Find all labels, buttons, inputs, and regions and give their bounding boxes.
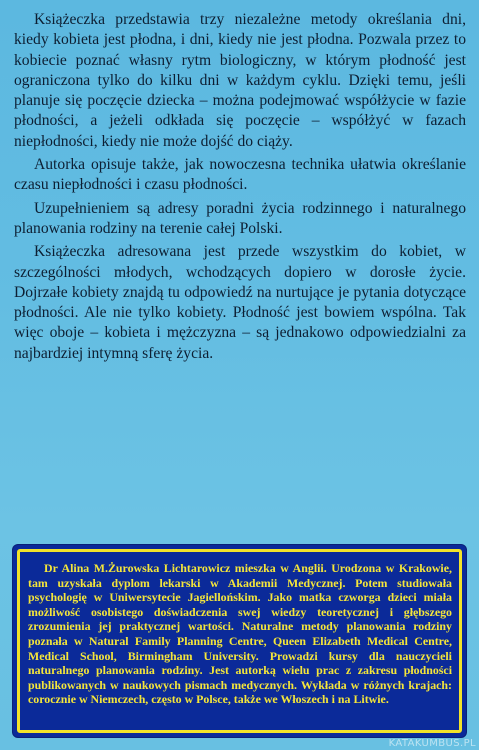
author-bio-text: Dr Alina M.Żurowska Lichtarowicz mieszka w Anglii. Urodzona w Krakowie, tam uzyskała dyplom lekarski w Akademii Medycznej. Potem studiowała psychologię w Uniwersytecie Jagiellońskim. Jako matka czworga dzieci miała możliwość osobistego doświadczenia swej wiedzy teoretycznej i głębszego zrozumienia jej praktycznej wartości. Naturalne metody planowania rodziny poznała w Natural Family Planning Centre, Queen Elizabeth Medical Centre, Medical School, Birmingham University. Prowadzi kursy dla nauczycieli naturalnego planowania rodziny. Jest autorką wielu prac z zakresu płodności publikowanych w naukowych pismach medycznych. Wykłada w różnych krajach: corocznie w Niemczech, często w Polsce, także we Włoszech i na Litwie. bbox=[28, 561, 452, 707]
author-bio-box bbox=[13, 545, 466, 737]
author-bio-frame bbox=[17, 549, 462, 733]
paragraph-addresses: Uzupełnieniem są adresy poradni życia rodzinnego i naturalnego planowania rodziny na terenie całej Polski. bbox=[14, 199, 466, 237]
paragraph-technology: Autorka opisuje także, jak nowoczesna technika ułatwia określanie czasu niepłodności i czasu płodności. bbox=[14, 156, 466, 194]
paragraph-methods: Książeczka przedstawia trzy niezależne metody określania dni, kiedy kobieta jest płodna, i dni, kiedy nie jest płodna. Pozwala przez to kobiecie poznać własny rytm biologiczny, w którym płodność jest ograniczona tylko do kilku dni w każdym cyklu. Dzięki temu, jeśli planuje się poczęcie dziecka – można podejmować współżycie w fazie płodności, a jeżeli odkłada się poczęcie – współżyć w fazach niepłodności, kiedy nie może dojść do ciąży. bbox=[14, 11, 466, 150]
back-cover-description bbox=[14, 10, 466, 367]
watermark: KATAKUMBUS.PL bbox=[388, 738, 476, 749]
paragraph-audience: Książeczka adresowana jest przede wszystkim do kobiet, w szczególności młodych, wchodzących dopiero w dorosłe życie. Dojrzałe kobiety znajdą tu odpowiedź na nurtujące je pytania dotyczące płodności. Ale nie tylko kobiety. Płodność jest bowiem wspólna. Tak więc oboje – kobieta i mężczyzna – są jednakowo odpowiedzialni za najbardziej intymną sferę życia. bbox=[14, 243, 466, 362]
